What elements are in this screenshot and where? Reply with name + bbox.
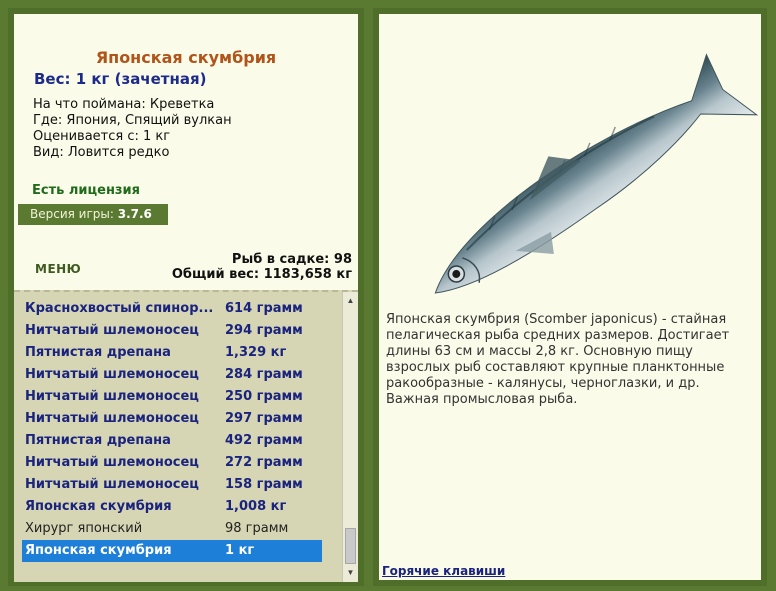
- catch-item-name: Хирург японский: [25, 521, 143, 536]
- catch-list-item[interactable]: [22, 364, 322, 386]
- left-panel: [8, 8, 364, 586]
- catch-item-name: Нитчатый шлемоносец: [25, 323, 199, 338]
- catch-item-name: Краснохвостый спинор...: [25, 301, 214, 316]
- catch-item-name: Пятнистая дрепана: [25, 433, 171, 448]
- game-version: [18, 204, 168, 225]
- fish-bait: На что поймана: Креветка: [33, 97, 215, 112]
- fish-count: Рыб в садке: 98: [231, 252, 352, 267]
- right-panel: [373, 8, 767, 586]
- mackerel-fish-image: [379, 44, 761, 304]
- scrollbar-thumb[interactable]: [345, 528, 356, 564]
- game-version-label: Версия игры:: [30, 207, 114, 221]
- catch-item-name: Нитчатый шлемоносец: [25, 367, 199, 382]
- fish-weight: Вес: 1 кг (зачетная): [34, 70, 207, 88]
- catch-item-name: Нитчатый шлемоносец: [25, 477, 199, 492]
- catch-list-item[interactable]: [22, 386, 322, 408]
- catch-item-name: Японская скумбрия: [25, 499, 172, 514]
- scroll-down-arrow-icon[interactable]: ▼: [346, 568, 355, 577]
- catch-item-name: Нитчатый шлемоносец: [25, 411, 199, 426]
- catch-item-weight: 614 грамм: [225, 301, 303, 316]
- keepnet-stats: [172, 252, 352, 282]
- menu-button[interactable]: МЕНЮ: [35, 262, 82, 276]
- license-status: Есть лицензия: [32, 183, 140, 198]
- catch-item-weight: 158 грамм: [225, 477, 303, 492]
- game-version-value: 3.7.6: [117, 207, 152, 221]
- catch-list-item[interactable]: [22, 518, 322, 540]
- fish-description-panel: [379, 14, 761, 580]
- catch-item-weight: 284 грамм: [225, 367, 303, 382]
- catch-item-weight: 492 грамм: [225, 433, 303, 448]
- catch-list-item[interactable]: [22, 474, 322, 496]
- catch-item-weight: 98 грамм: [225, 521, 289, 536]
- catch-list-item[interactable]: [22, 452, 322, 474]
- catch-list-scrollbar[interactable]: [342, 292, 358, 582]
- catch-item-name: Японская скумбрия: [25, 543, 172, 558]
- catch-list-item[interactable]: [22, 298, 322, 320]
- fish-info-panel: [14, 14, 358, 294]
- hotkeys-link[interactable]: Горячие клавиши: [382, 564, 506, 578]
- fish-location: Где: Япония, Спящий вулкан: [33, 113, 232, 128]
- scroll-up-arrow-icon[interactable]: ▲: [346, 296, 355, 305]
- catch-item-weight: 294 грамм: [225, 323, 303, 338]
- catch-item-weight: 1,008 кг: [225, 499, 287, 514]
- catch-list-item[interactable]: [22, 342, 322, 364]
- catch-item-name: Нитчатый шлемоносец: [25, 389, 199, 404]
- catch-item-weight: 1 кг: [225, 543, 255, 558]
- catch-item-weight: 272 грамм: [225, 455, 303, 470]
- catch-list: [14, 290, 358, 582]
- total-weight: Общий вес: 1183,658 кг: [171, 267, 352, 282]
- fish-kind: Вид: Ловится редко: [33, 145, 170, 160]
- catch-item-weight: 250 грамм: [225, 389, 303, 404]
- catch-item-name: Пятнистая дрепана: [25, 345, 171, 360]
- catch-list-item[interactable]: [22, 430, 322, 452]
- catch-item-weight: 297 грамм: [225, 411, 303, 426]
- fish-value: Оценивается с: 1 кг: [33, 129, 171, 144]
- catch-list-item[interactable]: [22, 540, 322, 562]
- catch-list-item[interactable]: [22, 320, 322, 342]
- catch-item-name: Нитчатый шлемоносец: [25, 455, 199, 470]
- catch-item-weight: 1,329 кг: [225, 345, 287, 360]
- fish-title: Японская скумбрия: [95, 48, 277, 67]
- catch-list-item[interactable]: [22, 496, 322, 518]
- catch-list-item[interactable]: [22, 408, 322, 430]
- fish-description: Японская скумбрия (Scomber japonicus) - стайная пелагическая рыба средних размеров. Достигает длины 63 см и массы 2,8 кг. Основную пищу взрослых рыб составляют крупные планктонные ракообразные - калянусы, черноглазки, и др. Важная промысловая рыба.: [386, 312, 730, 407]
